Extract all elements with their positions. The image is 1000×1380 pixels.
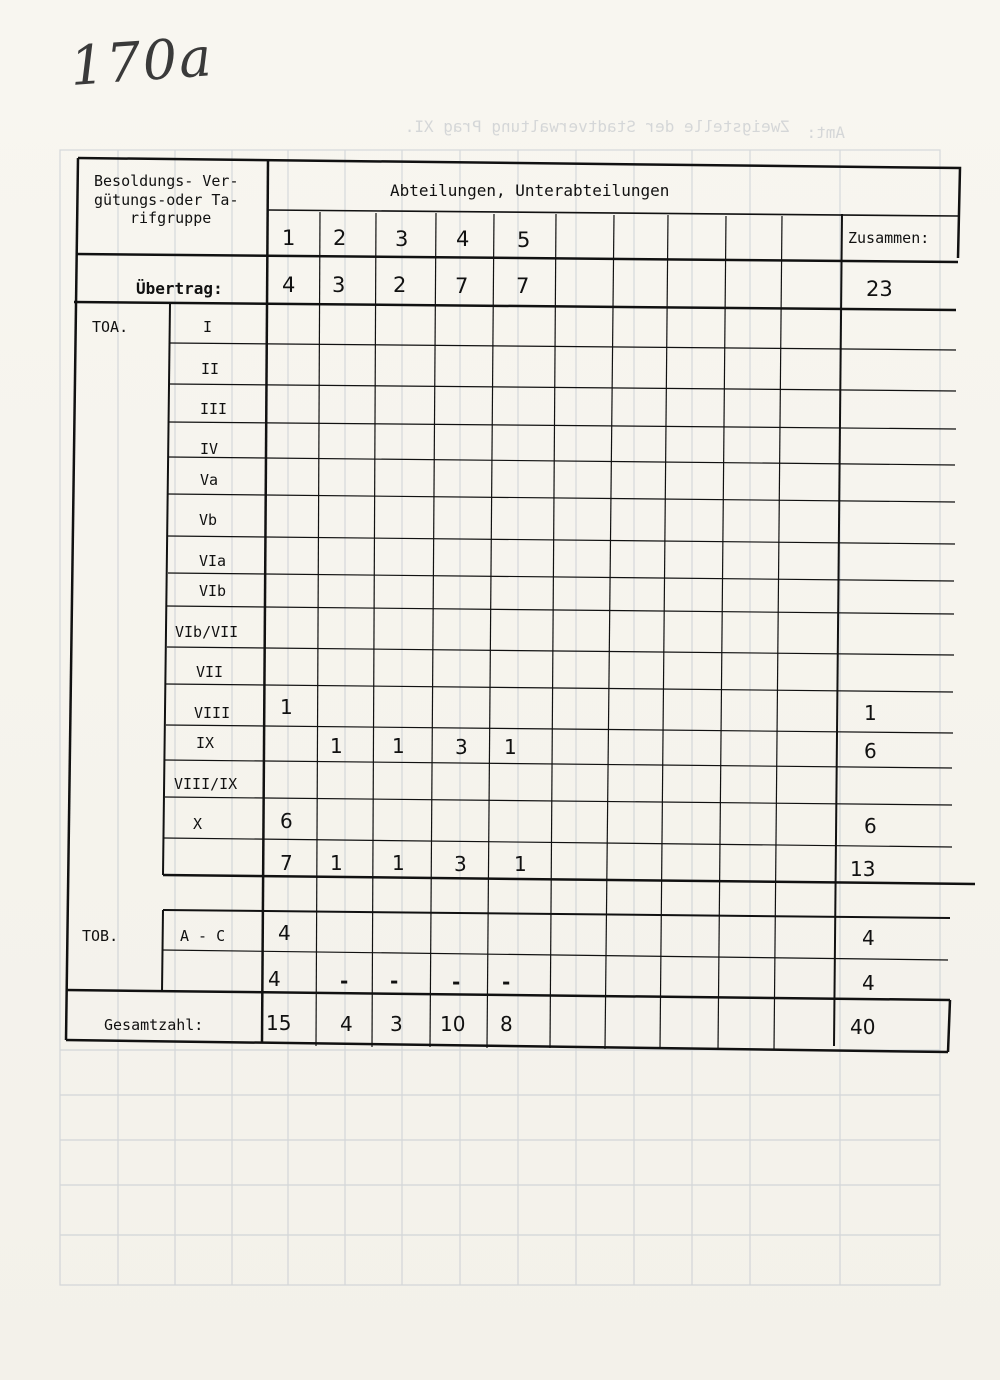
carry-value-3: 2 bbox=[393, 273, 407, 297]
tob-sum-dept-5: - bbox=[502, 970, 511, 994]
carry-value-1: 4 bbox=[282, 273, 296, 297]
grade-VII: VII bbox=[196, 663, 224, 681]
toa-subtotal-1: 7 bbox=[280, 851, 293, 875]
toa-subtotal-2: 1 bbox=[330, 851, 343, 875]
grade-VIb: VIb bbox=[199, 582, 227, 600]
grade-Va: Va bbox=[200, 471, 219, 489]
tob-sum-dept-3: - bbox=[390, 969, 399, 993]
column-header-3: 3 bbox=[395, 227, 409, 251]
grand-total-label: Gesamtzahl: bbox=[104, 1016, 204, 1034]
grand-total-dept-2: 4 bbox=[340, 1012, 353, 1036]
toa-subtotal-5: 1 bbox=[514, 852, 527, 876]
viii-dept-1: 1 bbox=[280, 695, 293, 719]
grade-VIII-IX: VIII/IX bbox=[174, 775, 238, 793]
grade-IV: IV bbox=[200, 440, 219, 458]
total-column-header: Zusammen: bbox=[848, 229, 930, 247]
toa-subtotal-total: 13 bbox=[850, 857, 876, 881]
x-total: 6 bbox=[864, 814, 877, 838]
grand-total-dept-4: 10 bbox=[440, 1012, 466, 1036]
carry-value-5: 7 bbox=[516, 274, 530, 298]
toa-label: TOA. bbox=[92, 318, 129, 336]
group-label-line-3: rifgruppe bbox=[130, 209, 212, 227]
tob-sum-dept-2: - bbox=[340, 969, 349, 993]
toa-subtotal-4: 3 bbox=[454, 852, 467, 876]
group-label-line-1: Besoldungs- Ver- bbox=[94, 172, 239, 190]
ix-dept-4: 3 bbox=[455, 735, 468, 759]
tob-a-c-total: 4 bbox=[862, 926, 875, 950]
grand-total-dept-1: 15 bbox=[266, 1011, 292, 1035]
ix-dept-2: 1 bbox=[330, 734, 343, 758]
grade-Vb: Vb bbox=[199, 511, 218, 529]
grand-total-dept-5: 8 bbox=[500, 1012, 513, 1036]
group-label-line-2: gütungs-oder Ta- bbox=[94, 191, 239, 209]
document-number: 170a bbox=[67, 25, 216, 98]
bleed-amt: Amt: bbox=[806, 123, 845, 142]
ix-dept-3: 1 bbox=[392, 734, 405, 758]
grade-VIa: VIa bbox=[199, 552, 227, 570]
tob-sum-total: 4 bbox=[862, 971, 875, 995]
grade-III: III bbox=[200, 400, 228, 418]
column-header-2: 2 bbox=[333, 226, 347, 250]
carry-value-2: 3 bbox=[332, 273, 346, 297]
tob-sum-dept-1: 4 bbox=[268, 967, 281, 991]
column-header-1: 1 bbox=[282, 226, 296, 250]
grand-total-sum: 40 bbox=[850, 1015, 876, 1039]
grade-VIII: VIII bbox=[194, 704, 231, 722]
grade-X: X bbox=[193, 815, 203, 833]
column-header-4: 4 bbox=[456, 227, 470, 251]
carry-value-4: 7 bbox=[455, 274, 469, 298]
grade-II: II bbox=[201, 360, 220, 378]
tob-sum-dept-4: - bbox=[452, 970, 461, 994]
departments-title: Abteilungen, Unterabteilungen bbox=[390, 181, 670, 200]
grade-I: I bbox=[203, 318, 213, 336]
viii-total: 1 bbox=[864, 701, 877, 725]
tob-grade-a-c: A - C bbox=[180, 927, 226, 945]
carry-label: Übertrag: bbox=[136, 279, 223, 298]
ix-total: 6 bbox=[864, 739, 877, 763]
grade-VIb-VII: VIb/VII bbox=[175, 623, 239, 641]
tob-label: TOB. bbox=[82, 927, 119, 945]
grade-IX: IX bbox=[196, 734, 215, 752]
toa-subtotal-3: 1 bbox=[392, 851, 405, 875]
carry-total: 23 bbox=[866, 277, 893, 301]
bleed-heading: Zweigstelle der Stadtverwaltung Prag XI. bbox=[404, 117, 790, 136]
tob-a-c-dept-1: 4 bbox=[278, 921, 291, 945]
grand-total-dept-3: 3 bbox=[390, 1012, 403, 1036]
column-header-5: 5 bbox=[517, 228, 531, 252]
x-dept-1: 6 bbox=[280, 809, 293, 833]
ix-dept-5: 1 bbox=[504, 735, 517, 759]
